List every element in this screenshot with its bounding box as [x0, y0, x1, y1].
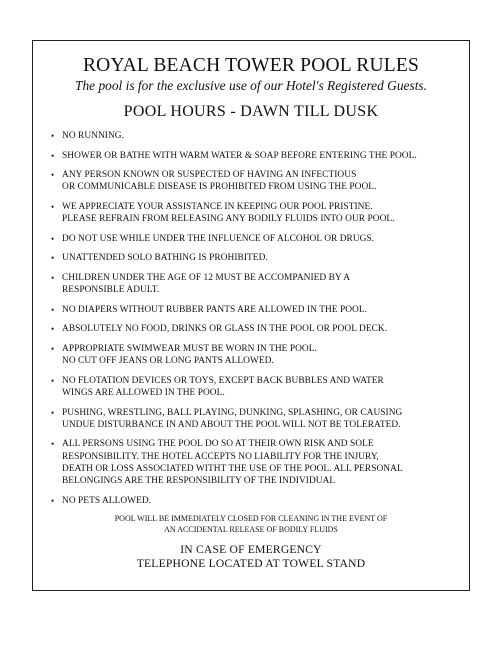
rule-text: RESPONSIBILITY. THE HOTEL ACCEPTS NO LIABILITY FOR THE INJURY,	[62, 451, 379, 462]
rule-item	[51, 130, 455, 142]
emergency-line: IN CASE OF EMERGENCY	[180, 543, 322, 557]
closure-notice	[47, 514, 455, 535]
rule-text: WE APPRECIATE YOUR ASSISTANCE IN KEEPING OUR POOL PRISTINE.	[62, 201, 373, 212]
rule-text: APPROPRIATE SWIMWEAR MUST BE WORN IN THE POOL.	[62, 343, 317, 354]
emergency-line: TELEPHONE LOCATED AT TOWEL STAND	[136, 557, 366, 571]
sign-subtitle: The pool is for the exclusive use of our Hotel's Registered Guests.	[75, 78, 427, 93]
bullet-icon: •	[51, 407, 55, 418]
rule-text: ANY PERSON KNOWN OR SUSPECTED OF HAVING AN INFECTIOUS	[62, 170, 357, 181]
rule-text: DO NOT USE WHILE UNDER THE INFLUENCE OF ALCOHOL OR DRUGS.	[62, 233, 375, 244]
rule-text: BELONGINGS ARE THE RESPONSIBILITY OF THE INDIVIDUAL	[62, 475, 336, 486]
rule-item	[51, 272, 455, 296]
rule-item	[51, 201, 455, 225]
closure-line: POOL WILL BE IMMEDIATELY CLOSED FOR CLEANING IN THE EVENT OF	[114, 514, 388, 524]
closure-line: AN ACCIDENTAL RELEASE OF BODILY FLUIDS	[164, 524, 338, 534]
bullet-icon: •	[51, 170, 55, 181]
rule-text: NO CUT OFF JEANS OR LONG PANTS ALLOWED.	[62, 356, 274, 367]
rule-text: RESPONSIBLE ADULT.	[62, 285, 160, 296]
rule-item	[51, 233, 455, 245]
bullet-icon: •	[51, 343, 55, 354]
rule-item	[51, 323, 455, 335]
bullet-icon: •	[51, 150, 55, 161]
bullet-icon: •	[51, 375, 55, 386]
rule-text: NO DIAPERS WITHOUT RUBBER PANTS ARE ALLOWED IN THE POOL.	[62, 304, 368, 315]
rule-text: WINGS ARE ALLOWED IN THE POOL.	[62, 387, 225, 398]
rule-text: DEATH OR LOSS ASSOCIATED WITHT THE USE OF THE POOL. ALL PERSONAL	[62, 463, 403, 474]
rule-text: ALL PERSONS USING THE POOL DO SO AT THEIR OWN RISK AND SOLE	[62, 439, 374, 450]
rule-text: PUSHING, WRESTLING, BALL PLAYING, DUNKING, SPLASHING, OR CAUSING	[62, 407, 403, 418]
bullet-icon: •	[51, 304, 55, 315]
rule-item	[51, 169, 455, 193]
bullet-icon: •	[51, 324, 55, 335]
rule-text: OR COMMUNICABLE DISEASE IS PROHIBITED FROM USING THE POOL.	[62, 182, 377, 193]
emergency-notice	[47, 543, 455, 571]
rule-text: NO FLOTATION DEVICES OR TOYS, EXCEPT BACK BUBBLES AND WATER	[62, 375, 384, 386]
bullet-icon: •	[51, 495, 55, 506]
rule-item	[51, 375, 455, 399]
rule-item	[51, 150, 455, 162]
bullet-icon: •	[51, 439, 55, 450]
rules-list	[47, 130, 455, 507]
rule-item	[51, 495, 455, 507]
bullet-icon: •	[51, 201, 55, 212]
rule-item	[51, 304, 455, 316]
rule-text: ABSOLUTELY NO FOOD, DRINKS OR GLASS IN THE POOL OR POOL DECK.	[62, 324, 388, 335]
rule-text: UNDUE DISTURBANCE IN AND ABOUT THE POOL WILL NOT BE TOLERATED.	[62, 419, 401, 430]
bullet-icon: •	[51, 272, 55, 283]
sign-title: ROYAL BEACH TOWER POOL RULES	[82, 55, 420, 76]
rule-item	[51, 438, 455, 487]
rule-text: NO RUNNING.	[62, 131, 125, 141]
bullet-icon: •	[51, 131, 55, 141]
rule-item	[51, 252, 455, 264]
rule-text: NO PETS ALLOWED.	[62, 495, 152, 506]
rule-text: PLEASE REFRAIN FROM RELEASING ANY BODILY FLUIDS INTO OUR POOL.	[62, 214, 395, 225]
pool-rules-sign	[32, 40, 470, 591]
bullet-icon: •	[51, 253, 55, 264]
rule-item	[51, 407, 455, 431]
bullet-icon: •	[51, 233, 55, 244]
pool-hours: POOL HOURS - DAWN TILL DUSK	[123, 103, 379, 120]
rule-text: UNATTENDED SOLO BATHING IS PROHIBITED.	[62, 253, 268, 264]
rule-text: SHOWER OR BATHE WITH WARM WATER & SOAP BEFORE ENTERING THE POOL.	[62, 150, 417, 161]
rule-item	[51, 343, 455, 367]
rule-text: CHILDREN UNDER THE AGE OF 12 MUST BE ACCOMPANIED BY A	[62, 272, 351, 283]
